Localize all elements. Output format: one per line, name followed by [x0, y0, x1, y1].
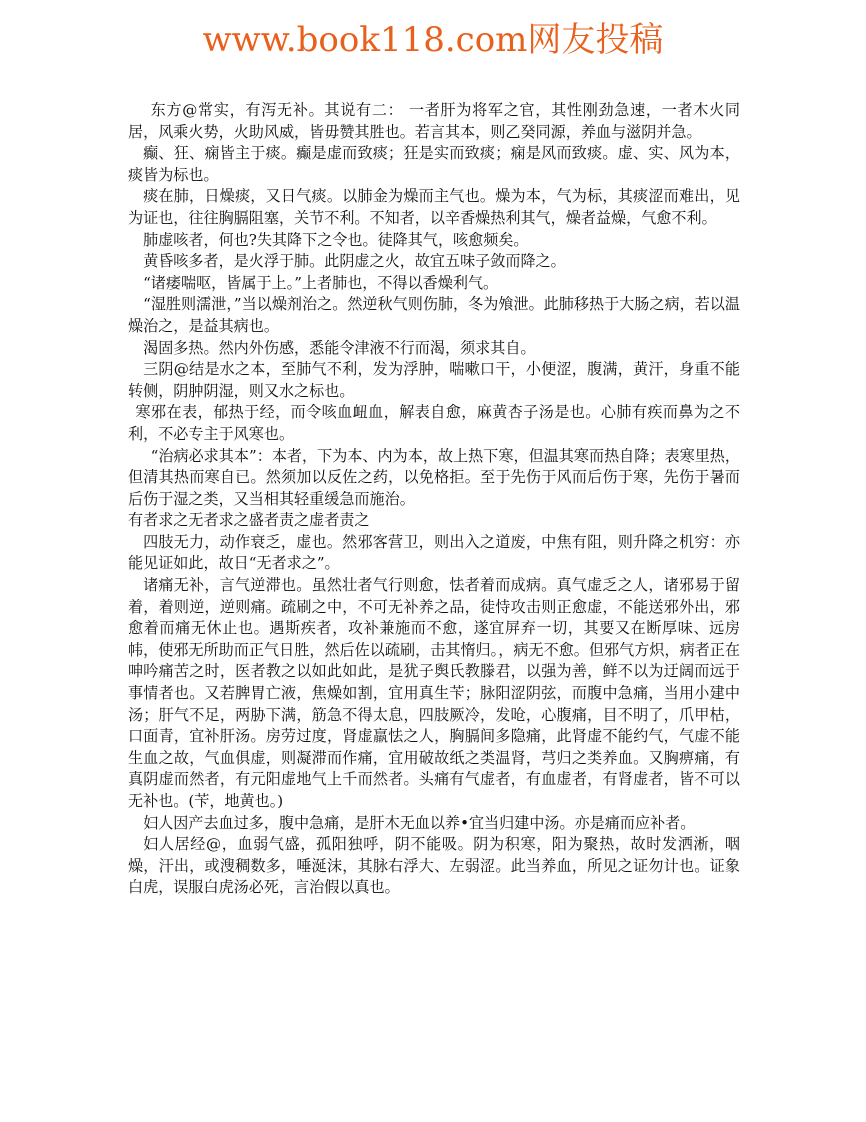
paragraph: “诸痿喘呕，皆属于上。”上者肺也，不得以香燥利气。	[143, 273, 499, 292]
paragraph: “湿胜则濡泄，”当以燥剂治之。然逆秋气则伤肺，冬为飧泄。此肺移热于大肠之病，若以温燥治之，是益其病也。	[128, 295, 740, 335]
section-heading: 有者求之无者求之盛者责之虚者责之	[128, 511, 370, 530]
paragraph: 妇人因产去血过多，腹中急痛，是肝木无血以养•宜当归建中汤。亦是痛而应补者。	[143, 813, 696, 832]
paragraph: 癫、狂、痫皆主于痰。癫是虚而致痰；狂是实而致痰；痫是风而致痰。虚、实、风为本，痰皆为标也。	[128, 144, 740, 184]
document-body	[128, 100, 740, 899]
paragraph: 痰在肺，日燥痰，又日气痰。以肺金为燥而主气也。燥为本，气为标，其痰涩而难出，见为证也，往往胸膈阻塞，关节不利。不知者，以辛香燥热利其气，燥者益燥，气愈不利。	[128, 187, 740, 227]
paragraph: 四肢无力，动作衰乏，虚也。然邪客营卫，则出入之道废，中焦有阻，则升降之机穷：亦能见证如此，故日“无者求之”。	[128, 532, 740, 573]
paragraph: 寒邪在表，郁热于经，而令咳血衄血，解表自愈，麻黄杏子汤是也。心肺有疾而鼻为之不利，不必专主于风寒也。	[128, 403, 740, 443]
paragraph: 渴固多热。然内外伤感，悉能令津液不行而渴，须求其自。	[143, 338, 536, 357]
paragraph: 肺虚咳者，何也?失其降下之令也。徒降其气，咳愈频矣。	[143, 230, 529, 249]
watermark-header: www.book118.com网友投稿	[202, 20, 664, 60]
paragraph: 诸痛无补，言气逆滞也。虽然壮者气行则愈，怯者着而成病。真气虚乏之人，诸邪易于留着，着则逆，逆则痛。疏刷之中，不可无补养之品，徒恃攻击则正愈虚，不能送邪外出，邪愈着而痛无休止也。遇斯疾者，攻补兼施而不愈，遂宜屏弃一切，其要又在断厚味、远房帏，使邪无所助而正气日胜，然后佐以疏刷，击其惰归。，病无不愈。但邪气方炽，病者正在呻吟痛苦之时，医者教之以如此如此，是犹子舆氏教滕君，以强为善，鲜不以为迂阔而远于事情者也。又若脾胃亡液，焦燥如割，宜用真生苄；脉阳涩阴弦，而腹中急痛，当用小建中汤；肝气不足，两胁下满，筋急不得太息，四肢厥冷，发呛，心腹痛，目不明了，爪甲枯，口面青，宜补肝汤。房劳过度，肾虚羸怯之人，胸膈间多隐痛，此肾虚不能约气，气虚不能生血之故，气血俱虚，则凝滞而作痛，宜用破故纸之类温肾，芎归之类养血。又胸痹痛，有真阴虚而然者，有元阳虚地气上千而然者。头痛有气虚者，有血虚者，有肾虚者，皆不可以无补也。(苄，地黄也。)	[128, 576, 740, 810]
paragraph: 黄昏咳多者，是火浮于肺。此阴虚之火，故宜五味子敛而降之。	[143, 252, 566, 271]
paragraph: 妇人居经@，血弱气盛，孤阳独呼，阴不能吸。阴为积寒，阳为聚热，故时发洒淅，咽燥，汗出，或溲稠数多，唾涎沫，其脉右浮大、左弱涩。此当养血，所见之证勿计也。证象白虎，误服白虎汤必死，言治假以真也。	[128, 835, 740, 897]
paragraph: 三阴@结是水之本，至肺气不利，发为浮肿，喘嗽口干，小便涩，腹满，黄汗，身重不能转侧，阴肿阴湿，则又水之标也。	[128, 360, 740, 400]
paragraph: “治病必求其本”：本者，下为本、内为本，故上热下寒，但温其寒而热自降；表寒里热，但清其热而寒自已。然须加以反佐之药，以免格拒。至于先伤于风而后伤于寒，先伤于暑而后伤于湿之类，又当相其轻重缓急而施治。	[128, 446, 740, 508]
paragraph: 东方@常实，有泻无补。其说有二： 一者肝为将军之官，其性刚劲急速，一者木火同居，风乘火势，火助风威，皆毋赞其胜也。若言其本，则乙癸同源，养血与滋阴并急。	[128, 101, 740, 141]
